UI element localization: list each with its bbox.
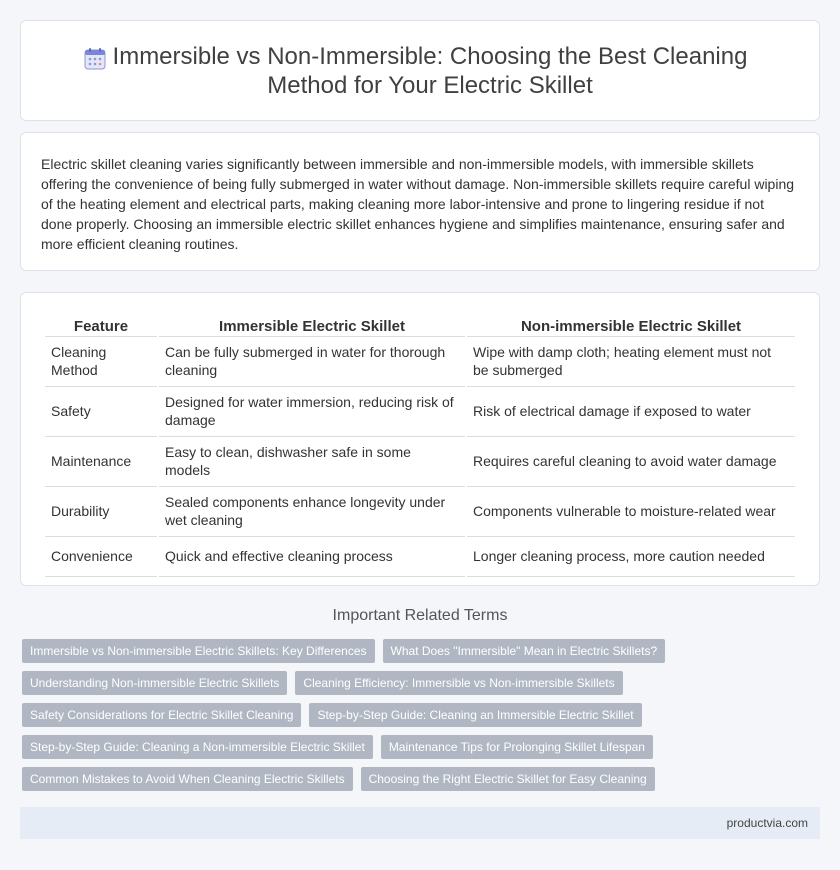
related-term-tag[interactable]: Cleaning Efficiency: Immersible vs Non-immersible Skillets <box>295 671 622 695</box>
table-row <box>45 437 795 487</box>
table-cell: Maintenance <box>45 437 157 487</box>
table-cell: Requires careful cleaning to avoid water damage <box>467 437 795 487</box>
related-term-tag[interactable]: Safety Considerations for Electric Skillet Cleaning <box>22 703 301 727</box>
table-header-row <box>45 313 795 337</box>
related-term-tag[interactable]: Immersible vs Non-immersible Electric Skillets: Key Differences <box>22 639 375 663</box>
page-title: Immersible vs Non-Immersible: Choosing the Best Cleaning Method for Your Electric Skillet <box>112 42 748 99</box>
table-cell: Designed for water immersion, reducing risk of damage <box>159 387 465 437</box>
table-cell: Wipe with damp cloth; heating element must not be submerged <box>467 337 795 387</box>
related-terms-list <box>22 639 822 791</box>
comparison-table-card <box>20 292 820 586</box>
table-cell: Longer cleaning process, more caution needed <box>467 537 795 577</box>
table-cell: Easy to clean, dishwasher safe in some models <box>159 437 465 487</box>
header-immersible: Immersible Electric Skillet <box>159 313 465 337</box>
header-card <box>20 20 820 121</box>
summary-card <box>20 132 820 271</box>
summary-text: Electric skillet cleaning varies significantly between immersible and non-immersible models, with immersible skillets offering the convenience of being fully submerged in water without damage. Non-immersible skillets require careful wiping of the heating element and electrical parts, making cleaning more labor-intensive and prone to lingering residue if not done properly. Choosing an immersible electric skillet enhances hygiene and simplifies maintenance, ensuring safer and more efficient cleaning routines. <box>41 156 795 252</box>
table-cell: Sealed components enhance longevity under wet cleaning <box>159 487 465 537</box>
related-term-tag[interactable]: Common Mistakes to Avoid When Cleaning Electric Skillets <box>22 767 353 791</box>
table-cell: Convenience <box>45 537 157 577</box>
table-row <box>45 487 795 537</box>
table-cell: Quick and effective cleaning process <box>159 537 465 577</box>
related-term-tag[interactable]: Step-by-Step Guide: Cleaning an Immersible Electric Skillet <box>309 703 641 727</box>
table-cell: Risk of electrical damage if exposed to water <box>467 387 795 437</box>
related-term-tag[interactable]: Maintenance Tips for Prolonging Skillet Lifespan <box>381 735 653 759</box>
table-cell: Durability <box>45 487 157 537</box>
related-term-tag[interactable]: Step-by-Step Guide: Cleaning a Non-immersible Electric Skillet <box>22 735 373 759</box>
table-row <box>45 387 795 437</box>
table-cell: Components vulnerable to moisture-related wear <box>467 487 795 537</box>
footer <box>20 807 820 839</box>
footer-site-name[interactable]: productvia.com <box>726 816 808 830</box>
comparison-table <box>43 313 797 577</box>
related-term-tag[interactable]: Understanding Non-immersible Electric Skillets <box>22 671 287 695</box>
related-term-tag[interactable]: What Does "Immersible" Mean in Electric Skillets? <box>383 639 666 663</box>
table-cell: Safety <box>45 387 157 437</box>
header-feature: Feature <box>45 313 157 337</box>
related-terms-heading: Important Related Terms <box>332 607 508 624</box>
header-non-immersible: Non-immersible Electric Skillet <box>467 313 795 337</box>
table-row <box>45 537 795 577</box>
related-term-tag[interactable]: Choosing the Right Electric Skillet for Easy Cleaning <box>361 767 655 791</box>
table-cell: Can be fully submerged in water for thorough cleaning <box>159 337 465 387</box>
table-cell: Cleaning Method <box>45 337 157 387</box>
table-row <box>45 337 795 387</box>
